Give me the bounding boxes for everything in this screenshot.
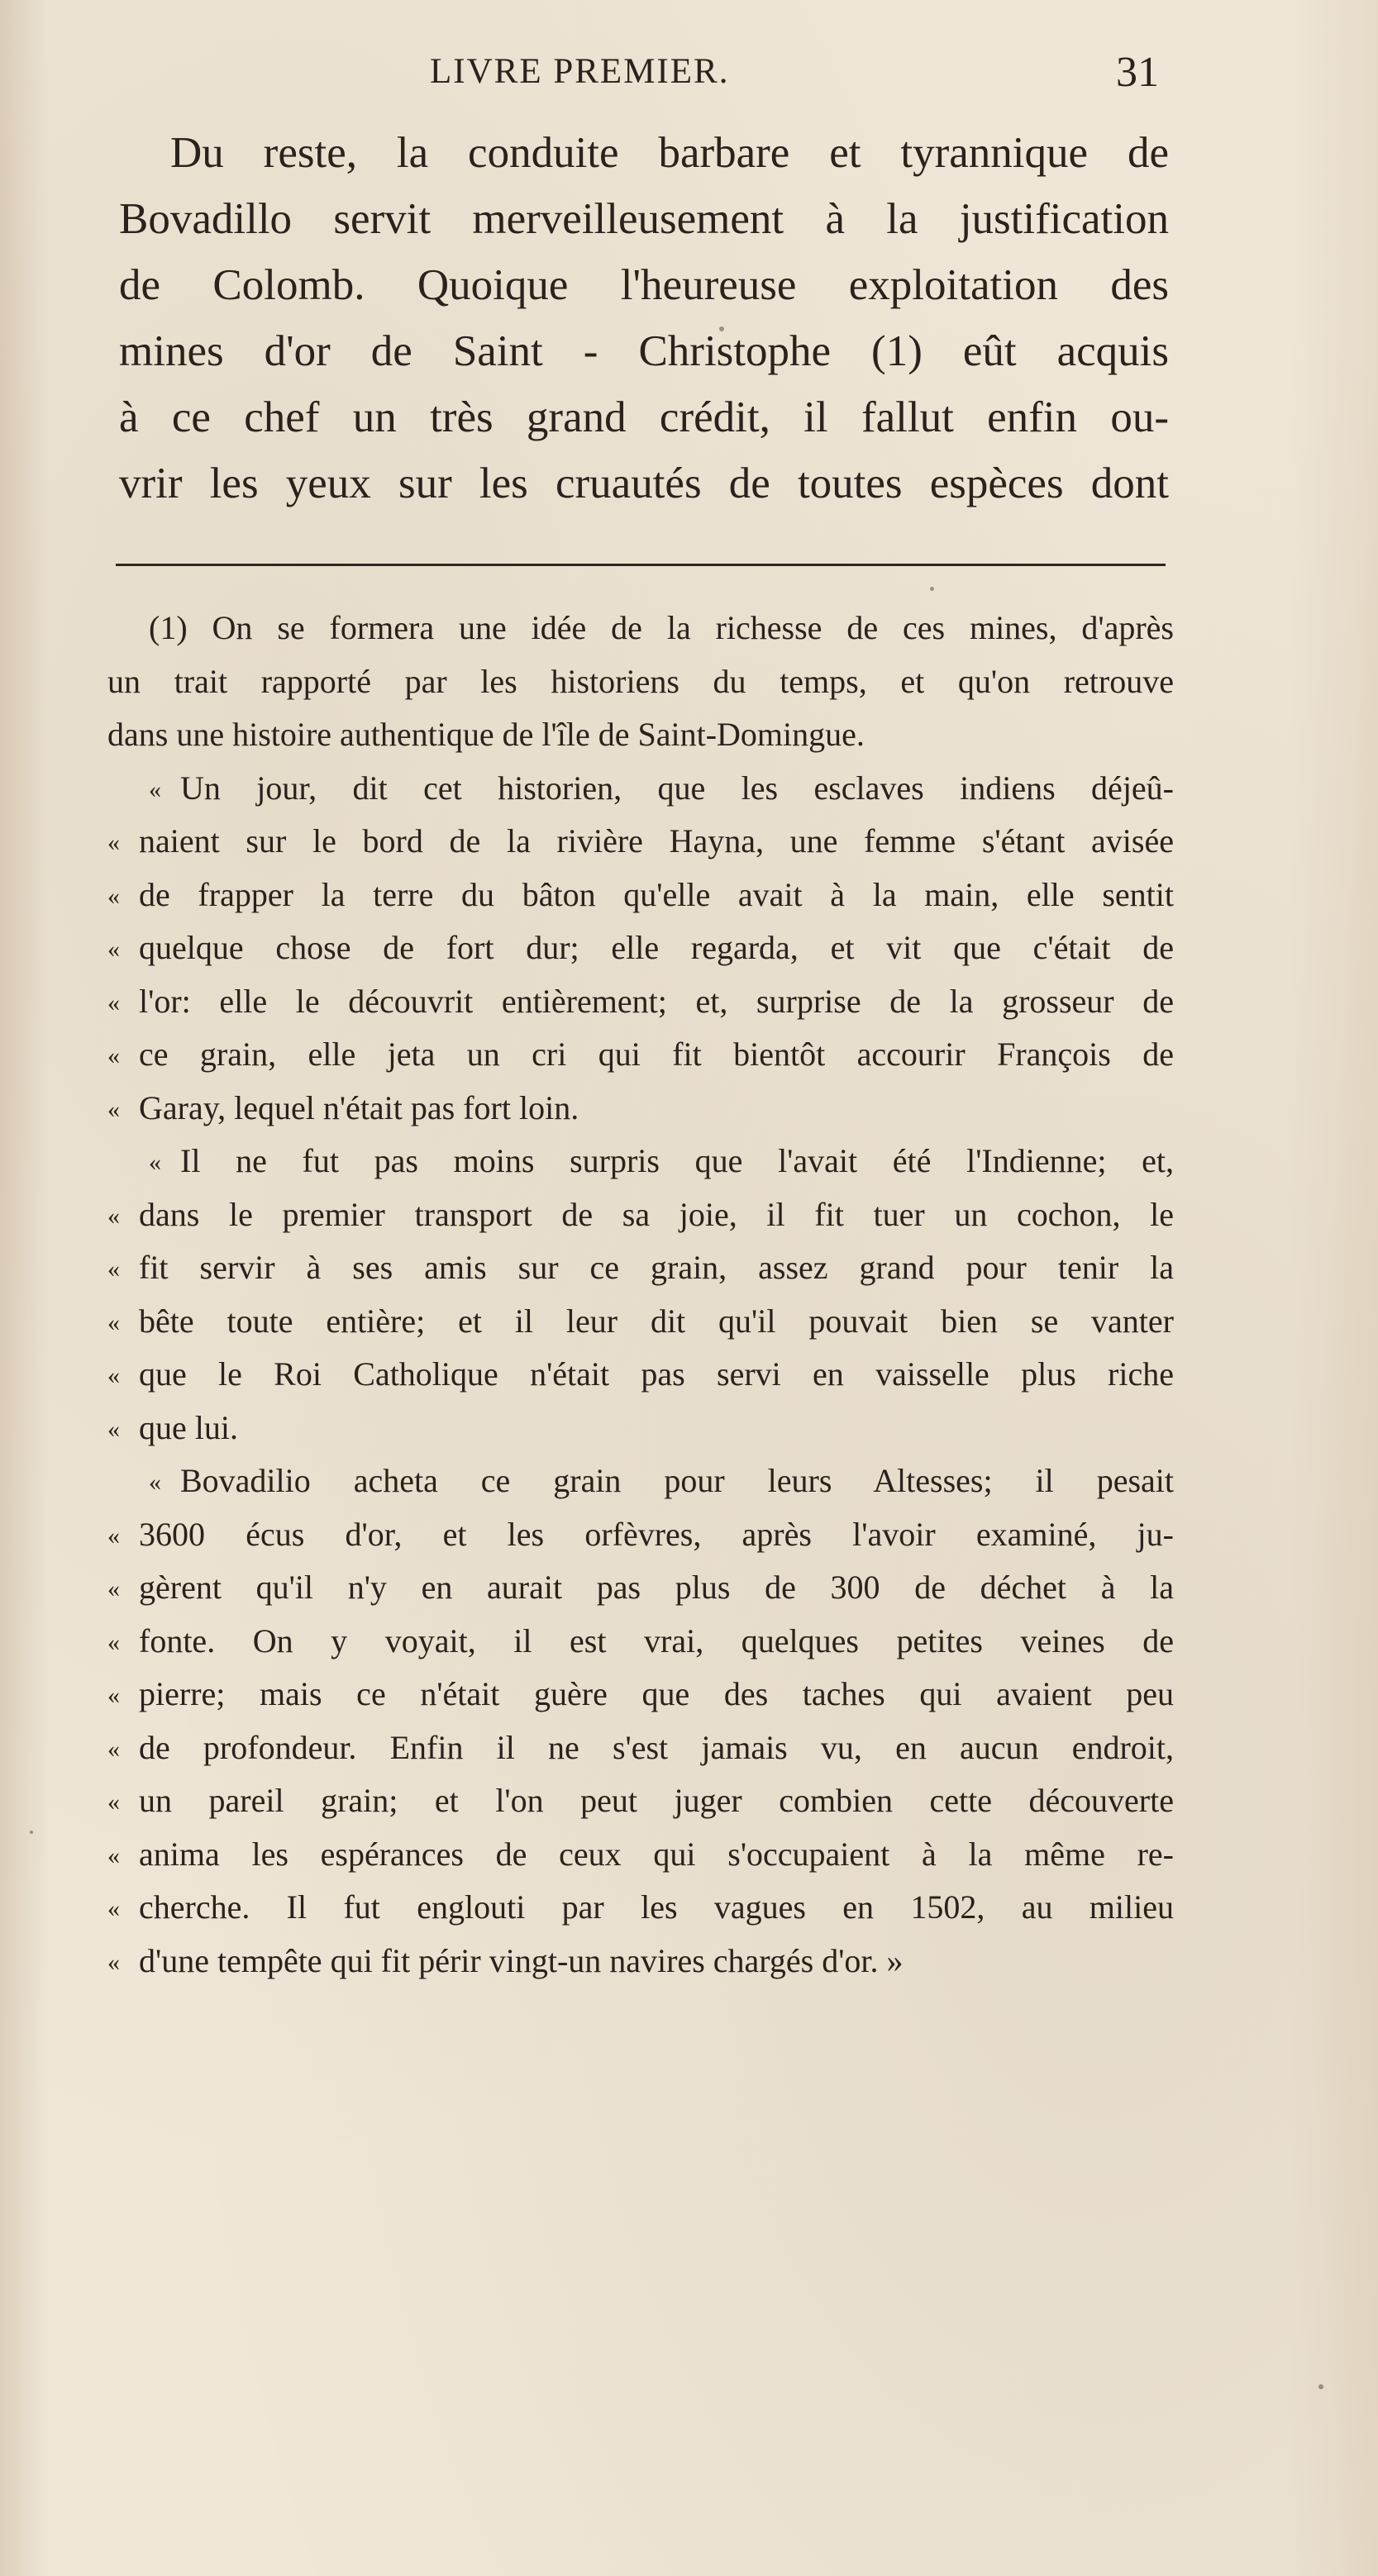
footnote-line — [107, 1188, 1174, 1242]
quote-mark: « — [107, 1788, 120, 1816]
footnote-line-text: de profondeur. Enfin il ne s'est jamais vu, en aucun endroit, — [139, 1728, 1174, 1766]
quote-mark: « — [107, 1362, 120, 1389]
footnote-line — [107, 1028, 1174, 1082]
page-header — [0, 41, 1378, 116]
footnote-line-text: cherche. Il fut englouti par les vagues en 1502, au milieu — [139, 1888, 1174, 1926]
footnote-line-text: anima les espérances de ceux qui s'occupaient à la même re- — [139, 1835, 1174, 1873]
footnote-line — [107, 1935, 1174, 1988]
quote-mark: « — [107, 829, 120, 856]
paper-speck — [30, 1831, 33, 1834]
body-line: Du reste, la conduite barbare et tyrannique de — [170, 129, 1169, 177]
quote-mark: « — [107, 1948, 120, 1976]
footnote-line-text: un pareil grain; et l'on peut juger combien cette découverte — [139, 1782, 1174, 1819]
footnote-line — [107, 1668, 1174, 1721]
quote-mark: « — [149, 775, 161, 803]
footnote-line-text: Un jour, dit cet historien, que les esclaves indiens déjeû- — [180, 769, 1174, 807]
quote-mark: « — [107, 1095, 120, 1123]
footnote-line-text: Bovadilio acheta ce grain pour leurs Altesses; il pesait — [180, 1462, 1174, 1499]
footnote-line-text: naient sur le bord de la rivière Hayna, une femme s'étant avisée — [139, 822, 1174, 859]
footnote-line — [107, 1615, 1174, 1669]
quote-mark: « — [107, 1042, 120, 1069]
paper-speck — [1318, 2384, 1323, 2389]
main-body-text — [119, 120, 1169, 517]
running-head: LIVRE PREMIER. — [430, 52, 730, 91]
body-line: mines d'or de Saint - Christophe (1) eût acquis — [119, 327, 1169, 375]
footnote-line: (1) On se formera une idée de la richesse de ces mines, d'après — [149, 609, 1174, 646]
footnote-line — [107, 1828, 1174, 1882]
footnote-line: un trait rapporté par les historiens du temps, et qu'on retrouve — [107, 662, 1174, 700]
footnote-line-text: bête toute entière; et il leur dit qu'il pouvait bien se vanter — [139, 1302, 1174, 1340]
quote-mark: « — [107, 1895, 120, 1922]
quote-mark: « — [107, 1735, 120, 1763]
footnote-line-text: fit servir à ses amis sur ce grain, assez grand pour tenir la — [139, 1249, 1174, 1286]
footnote-line-text: quelque chose de fort dur; elle regarda, et vit que c'était de — [139, 929, 1174, 966]
quote-mark: « — [107, 1628, 120, 1656]
quote-mark: « — [107, 1202, 120, 1230]
quote-mark: « — [107, 1575, 120, 1602]
footnote-line-text: de frapper la terre du bâton qu'elle avait à la main, elle sentit — [139, 875, 1174, 913]
footnote-line — [107, 1721, 1174, 1775]
footnote-line — [107, 1881, 1174, 1935]
footnote-line-text: l'or: elle le découvrit entièrement; et, surprise de la grosseur de — [139, 982, 1174, 1020]
body-line: à ce chef un très grand crédit, il fallut enfin ou- — [119, 393, 1169, 441]
quote-mark: « — [107, 1308, 120, 1336]
footnote-line — [107, 815, 1174, 869]
footnote-line — [107, 1241, 1174, 1295]
quote-mark: « — [107, 936, 120, 963]
footnote-line — [107, 1082, 1174, 1136]
footnote-line-text: fonte. On y voyait, il est vrai, quelques petites veines de — [139, 1621, 1174, 1659]
footnote-line: dans une histoire authentique de l'île de Saint-Domingue. — [107, 716, 865, 753]
footnote-line — [107, 869, 1174, 922]
footnote-line — [107, 1774, 1174, 1828]
footnote — [107, 602, 1174, 1988]
footnote-line-text: 3600 écus d'or, et les orfèvres, après l'avoir examiné, ju- — [139, 1515, 1174, 1553]
footnote-line-text: pierre; mais ce n'était guère que des taches qui avaient peu — [139, 1675, 1174, 1712]
footnote-line-text: Garay, lequel n'était pas fort loin. — [139, 1088, 579, 1126]
footnote-line-text: d'une tempête qui fit périr vingt-un navires chargés d'or. » — [139, 1941, 904, 1979]
quote-mark: « — [107, 1682, 120, 1709]
footnote-line — [107, 1455, 1174, 1508]
quote-mark: « — [107, 988, 120, 1017]
footnote-line — [107, 1348, 1174, 1402]
footnote-line-text: dans le premier transport de sa joie, il fit tuer un cochon, le — [139, 1195, 1174, 1233]
footnote-line — [107, 1135, 1174, 1188]
footnote-line-text: que le Roi Catholique n'était pas servi en vaisselle plus riche — [139, 1355, 1174, 1393]
quote-mark: « — [149, 1469, 161, 1496]
paper-speck — [719, 326, 724, 331]
body-line: Bovadillo servit merveilleusement à la justification — [119, 195, 1169, 243]
footnote-line — [107, 1561, 1174, 1615]
footnote-line-text: gèrent qu'il n'y en aurait pas plus de 300 de déchet à la — [139, 1569, 1174, 1606]
body-line: de Colomb. Quoique l'heureuse exploitation des — [119, 261, 1169, 309]
paper-speck — [930, 587, 934, 591]
footnote-line — [107, 762, 1174, 816]
body-line: vrir les yeux sur les cruautés de toutes espèces dont — [119, 459, 1169, 507]
footnote-line-text: Il ne fut pas moins surpris que l'avait été l'Indienne; et, — [180, 1142, 1174, 1179]
footnote-line-text: ce grain, elle jeta un cri qui fit bientôt accourir François de — [139, 1036, 1174, 1073]
footnote-line — [107, 1508, 1174, 1562]
footnote-line — [107, 1295, 1174, 1349]
footnote-line — [107, 1402, 1174, 1455]
footnote-line — [107, 921, 1174, 975]
footnote-line — [107, 975, 1174, 1029]
quote-mark: « — [149, 1149, 161, 1176]
quote-mark: « — [107, 1415, 120, 1443]
quote-mark: « — [107, 1255, 120, 1283]
quote-mark: « — [107, 882, 120, 910]
quote-mark: « — [107, 1521, 120, 1550]
quote-mark: « — [107, 1841, 120, 1869]
footnote-line-text: que lui. — [139, 1408, 238, 1446]
footnote-separator-rule — [116, 564, 1166, 566]
page-number: 31 — [1116, 49, 1159, 96]
